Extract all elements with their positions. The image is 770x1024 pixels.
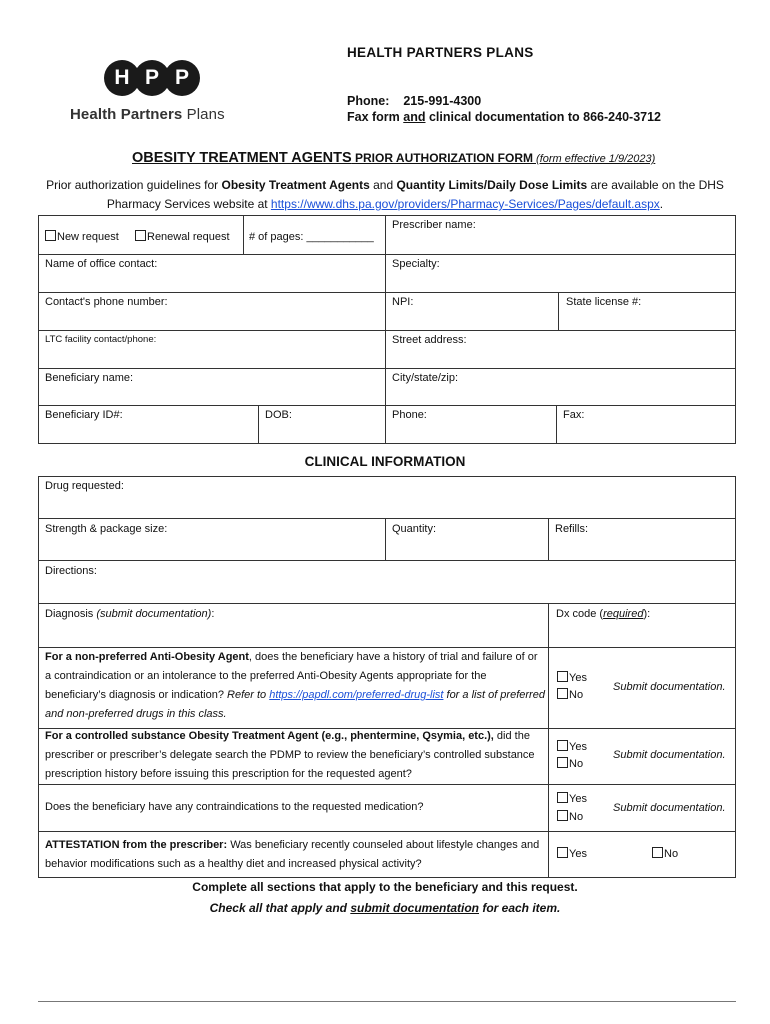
logo-name-bold: Health Partners: [70, 106, 183, 123]
question-italic: Refer to: [227, 689, 270, 701]
diagnosis-colon: :: [211, 608, 215, 620]
q2-no[interactable]: [557, 756, 583, 773]
guide-text: and: [369, 178, 397, 192]
q1-yes[interactable]: [557, 670, 587, 687]
guide-text: Prior authorization guidelines for: [46, 178, 222, 192]
logo-name-light: Plans: [182, 106, 225, 123]
checkbox-icon[interactable]: [652, 847, 663, 858]
logo-letter: P: [164, 60, 200, 96]
question-bold: For a non-preferred Anti-Obesity Agent: [45, 651, 249, 663]
diagnosis-note: (submit documentation): [96, 608, 212, 620]
new-request-label: New request: [57, 231, 119, 243]
directions-field[interactable]: Directions:: [45, 565, 97, 577]
guide-bold: Obesity Treatment Agents: [221, 178, 370, 192]
city-state-zip-field[interactable]: City/state/zip:: [392, 372, 459, 384]
state-license-field[interactable]: State license #:: [566, 296, 642, 308]
bottom-divider: [38, 1001, 736, 1002]
checkbox-icon[interactable]: [45, 230, 56, 241]
footer-text: for each item.: [479, 901, 561, 915]
question-controlled-substance: [45, 727, 545, 784]
q3-yes[interactable]: [557, 791, 587, 808]
guide-bold: Quantity Limits/Daily Dose Limits: [396, 178, 588, 192]
guidelines-line-2: [0, 197, 770, 211]
phone-value: 215-991-4300: [403, 94, 482, 108]
footer-instruction-2: [0, 901, 770, 915]
fax-and: and: [403, 110, 426, 124]
diagnosis-field[interactable]: [45, 608, 214, 620]
yes-label: Yes: [569, 741, 587, 753]
checkbox-icon[interactable]: [557, 757, 568, 768]
fax-post: clinical documentation to 866-240-3712: [425, 110, 661, 124]
dx-required: required: [603, 608, 644, 620]
clinical-section-title: CLINICAL INFORMATION: [304, 454, 466, 469]
fax-pre: Fax form: [347, 110, 404, 124]
phone-label: Phone:: [347, 94, 390, 108]
dob-field[interactable]: DOB:: [265, 409, 292, 421]
form-title: [132, 150, 655, 166]
no-label: No: [569, 689, 584, 701]
checkbox-icon[interactable]: [557, 792, 568, 803]
beneficiary-id-field[interactable]: Beneficiary ID#:: [45, 409, 123, 421]
fax-field[interactable]: Fax:: [563, 409, 585, 421]
org-title: HEALTH PARTNERS PLANS: [347, 45, 534, 60]
question-text: , does the beneficiary have a history of trial and failure of or a contraindication or an intolerance to the preferred Anti-Obesity Agents appropriate for the beneficiary’s diagnosis or indication?: [45, 651, 538, 701]
question-bold: For a controlled substance Obesity Treatment Agent (e.g., phentermine, Qsymia, etc.),: [45, 730, 494, 742]
logo-name: [70, 106, 225, 123]
question-text: Was beneficiary recently counseled about lifestyle changes and behavior modifications such as a healthy diet and increased physical activity?: [45, 839, 540, 870]
strength-field[interactable]: Strength & package size:: [45, 523, 168, 535]
q4-no[interactable]: [652, 846, 678, 863]
logo-letter: P: [134, 60, 170, 96]
street-address-field[interactable]: Street address:: [392, 334, 467, 346]
question-contraindications: Does the beneficiary have any contraindications to the requested medication?: [45, 801, 424, 813]
q2-submit-note: Submit documentation.: [613, 749, 726, 761]
yes-label: Yes: [569, 793, 587, 805]
papdl-link[interactable]: https://papdl.com/preferred-drug-list: [269, 689, 444, 701]
refills-field[interactable]: Refills:: [555, 523, 589, 535]
q3-no[interactable]: [557, 809, 583, 826]
office-contact-field[interactable]: Name of office contact:: [45, 258, 158, 270]
footer-instruction-1: Complete all sections that apply to the beneficiary and this request.: [192, 880, 578, 894]
quantity-field[interactable]: Quantity:: [392, 523, 437, 535]
question-non-preferred: [45, 648, 545, 724]
title-sub: PRIOR AUTHORIZATION FORM: [351, 151, 533, 165]
q2-yes[interactable]: [557, 739, 587, 756]
guide-text: are available on the DHS: [587, 178, 724, 192]
question-text: did the prescriber or prescriber’s delegate search the PDMP to review the beneficiary’s controlled substance prescription history before issuing this prescription for the requested agent?: [45, 730, 535, 780]
dx-label: Dx code (: [556, 608, 604, 620]
contact-phone-field[interactable]: Contact's phone number:: [45, 296, 168, 308]
diagnosis-label: Diagnosis: [45, 608, 97, 620]
dx-close: ):: [643, 608, 651, 620]
new-request-checkbox[interactable]: [45, 230, 119, 243]
question-italic: for a list of preferred and non-preferred drugs in this class.: [45, 689, 545, 720]
checkbox-icon[interactable]: [557, 671, 568, 682]
no-label: No: [664, 848, 679, 860]
phone-field[interactable]: Phone:: [392, 409, 427, 421]
guidelines-line-1: [0, 178, 770, 192]
q3-submit-note: Submit documentation.: [613, 802, 726, 814]
checkbox-icon[interactable]: [557, 810, 568, 821]
yes-label: Yes: [569, 848, 587, 860]
title-effective: (form effective 1/9/2023): [533, 153, 656, 165]
question-attestation: [45, 836, 545, 874]
q4-yes[interactable]: [557, 846, 587, 863]
phone-line: [347, 94, 481, 108]
checkbox-icon[interactable]: [557, 688, 568, 699]
question-bold: ATTESTATION from the prescriber:: [45, 839, 228, 851]
drug-requested-field[interactable]: Drug requested:: [45, 480, 124, 492]
guide-text: .: [659, 197, 664, 211]
footer-text: Check all that apply and: [209, 901, 351, 915]
prescriber-name-field[interactable]: Prescriber name:: [392, 219, 476, 231]
no-label: No: [569, 811, 584, 823]
ltc-field[interactable]: LTC facility contact/phone:: [45, 334, 157, 345]
footer-underline: submit documentation: [350, 901, 479, 915]
renewal-request-checkbox[interactable]: [135, 230, 230, 243]
logo-letter: H: [104, 60, 140, 96]
dx-code-field[interactable]: [556, 608, 650, 620]
title-main: OBESITY TREATMENT AGENTS: [132, 150, 352, 166]
checkbox-icon[interactable]: [557, 740, 568, 751]
renewal-request-label: Renewal request: [147, 231, 230, 243]
yes-label: Yes: [569, 672, 587, 684]
guide-text: Pharmacy Services website at: [106, 197, 271, 211]
no-label: No: [569, 758, 584, 770]
checkbox-icon[interactable]: [557, 847, 568, 858]
fax-line: [347, 110, 661, 124]
beneficiary-name-field[interactable]: Beneficiary name:: [45, 372, 134, 384]
pages-field[interactable]: # of pages: ___________: [249, 231, 374, 243]
dhs-link[interactable]: https://www.dhs.pa.gov/providers/Pharmacy-Services/Pages/default.aspx: [270, 197, 660, 211]
q1-no[interactable]: [557, 687, 583, 704]
q1-submit-note: Submit documentation.: [613, 681, 726, 693]
npi-field[interactable]: NPI:: [392, 296, 414, 308]
specialty-field[interactable]: Specialty:: [392, 258, 440, 270]
checkbox-icon[interactable]: [135, 230, 146, 241]
hpp-logo: [104, 60, 200, 96]
